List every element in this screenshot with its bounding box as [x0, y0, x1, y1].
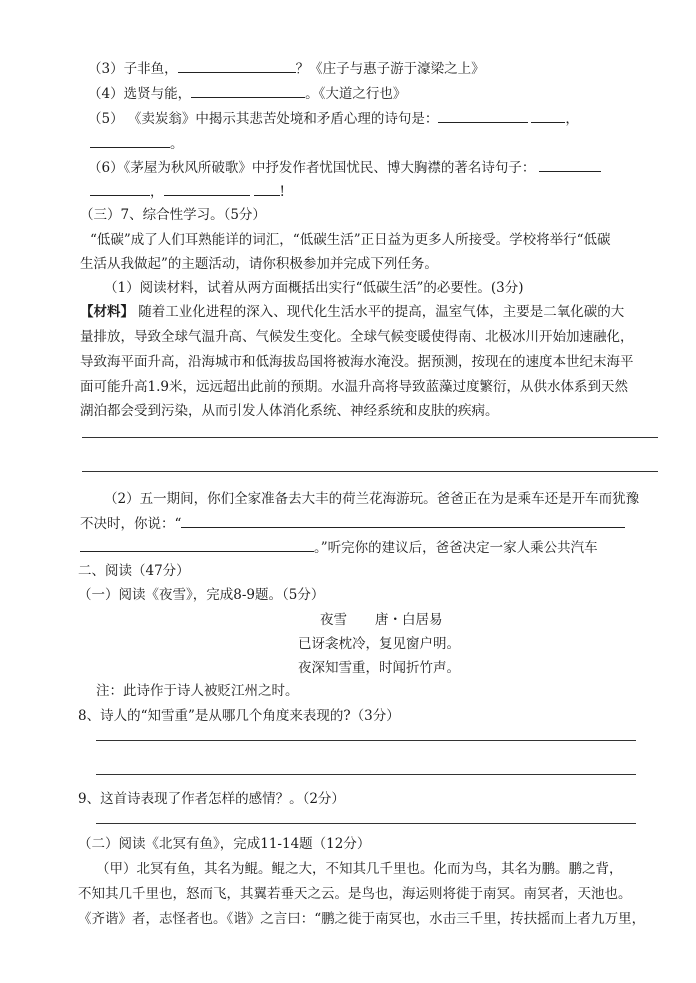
intro-line-1: “低碳”成了人们耳熟能详的词汇，“低碳生活”正日益为更多人所接受。学校将举行“低碳: [90, 232, 611, 248]
task-1: （1）阅读材料，试着从两方面概括出实行“低碳生活”的必要性。(3分): [104, 280, 524, 296]
passage-line-2: 不知其几千里也，怒而飞，其翼若垂天之云。是鸟也，海运则将徙于南冥。南冥者，天池也。: [78, 886, 632, 902]
question-6-comma: ，: [150, 184, 164, 200]
poem-line-1: 已讶衾枕冷，复见窗户明。: [298, 636, 460, 652]
answer-line[interactable]: [82, 471, 658, 472]
passage-line-1: （甲）北冥有鱼，其名为鲲。鲲之大，不知其几千里也。化而为鸟，其名为鹏。鹏之背，: [96, 861, 623, 877]
question-5-comma: ，: [565, 111, 579, 127]
answer-line[interactable]: [96, 774, 636, 775]
poem-author: 唐・白居易: [375, 612, 443, 628]
answer-blank[interactable]: [164, 181, 250, 196]
question-9: 9、这首诗表现了作者怎样的感情？。（2分）: [78, 791, 345, 807]
question-6-end: !: [279, 184, 285, 200]
answer-blank[interactable]: [191, 83, 305, 98]
material-text: 随着工业化进程的深入、现代化生活水平的提高，温室气体，主要是二氧化碳的大: [134, 304, 625, 320]
answer-blank[interactable]: [531, 108, 565, 123]
question-5: [88, 108, 579, 129]
answer-blank[interactable]: [90, 133, 170, 148]
material-line-3: 导致海平面升高，沿海城市和低海拔岛国将被海水淹没。据预测，按现在的速度本世纪末海平: [80, 354, 634, 370]
material-label: 【材料】: [80, 304, 134, 320]
answer-blank[interactable]: [539, 157, 601, 172]
reading-2-heading: （二）阅读《北冥有鱼》，完成11-14题（12分）: [78, 836, 371, 852]
answer-blank[interactable]: [90, 181, 150, 196]
question-4-suffix: 。《大道之行也》: [305, 86, 407, 102]
task-2-end: 。”听完你的建议后，爸爸决定一家人乘公共汽车: [314, 540, 598, 556]
question-5-line2: [90, 133, 184, 154]
intro-line-2: 生活从我做起”的主题活动，请你积极参加并完成下列任务。: [80, 256, 438, 272]
question-4: [88, 83, 406, 104]
task-2-line-1: （2）五一期间，你们全家准备去大丰的荷兰花海游玩。爸爸正在为是乘车还是开车而犹豫: [104, 491, 640, 507]
answer-blank[interactable]: [178, 58, 296, 73]
section-heading: （三）7、综合性学习。（5分）: [80, 207, 266, 223]
passage-line-3: 《齐谐》者，志怪者也。《谐》之言曰：“鹏之徙于南冥也，水击三千里，抟扶摇而上者九万里，: [78, 911, 646, 927]
answer-line[interactable]: [96, 740, 636, 741]
question-4-prefix: （4）选贤与能，: [88, 86, 192, 102]
task-2-line-3: [80, 537, 598, 558]
answer-line[interactable]: [82, 437, 658, 438]
material-line-4: 面可能升高1.9米，远远超出此前的预期。水温升高将导致蓝藻过度繁衍，从供水体系到天然: [80, 379, 628, 395]
question-6-line2: [90, 181, 285, 202]
material-line-2: 量排放，导致全球气温升高、气候发生变化。全球气候变暖使得南、北极冰川开始加速融化，: [80, 329, 634, 345]
part-heading: 二、阅读（47分）: [78, 563, 190, 579]
poem-title: 夜雪: [320, 612, 347, 628]
answer-blank[interactable]: [438, 108, 528, 123]
answer-blank[interactable]: [254, 181, 280, 196]
question-6: [88, 157, 601, 178]
question-8: 8、诗人的“知雪重”是从哪几个角度来表现的?（3分）: [78, 708, 400, 724]
question-3: [88, 58, 485, 79]
question-5-period: 。: [170, 136, 184, 152]
question-6-text: （6）《茅屋为秋风所破歌》中抒发作者忧国忧民、博大胸襟的著名诗句子：: [88, 160, 536, 176]
task-2-line-2: [80, 513, 625, 534]
poem-line-2: 夜深知雪重，时闻折竹声。: [298, 660, 460, 676]
question-3-prefix: （3）子非鱼，: [88, 61, 178, 77]
poem-note: 注：此诗作于诗人被贬江州之时。: [96, 683, 299, 699]
reading-1-heading: （一）阅读《夜雪》，完成8-9题。（5分）: [78, 587, 325, 603]
poem-header: [320, 610, 443, 630]
answer-blank[interactable]: [80, 537, 314, 552]
material-line-1: [80, 302, 624, 322]
question-5-text: （5） 《卖炭翁》中揭示其悲苦处境和矛盾心理的诗句是：: [88, 111, 439, 127]
answer-blank[interactable]: [181, 513, 625, 528]
material-line-5: 湖泊都会受到污染，从而引发人体消化系统、神经系统和皮肤的疾病。: [80, 403, 499, 419]
question-3-suffix: ？《庄子与惠子游于濠梁之上》: [295, 61, 485, 77]
task-2-prompt: 不决时，你说：“: [80, 516, 182, 532]
answer-line[interactable]: [96, 823, 636, 824]
